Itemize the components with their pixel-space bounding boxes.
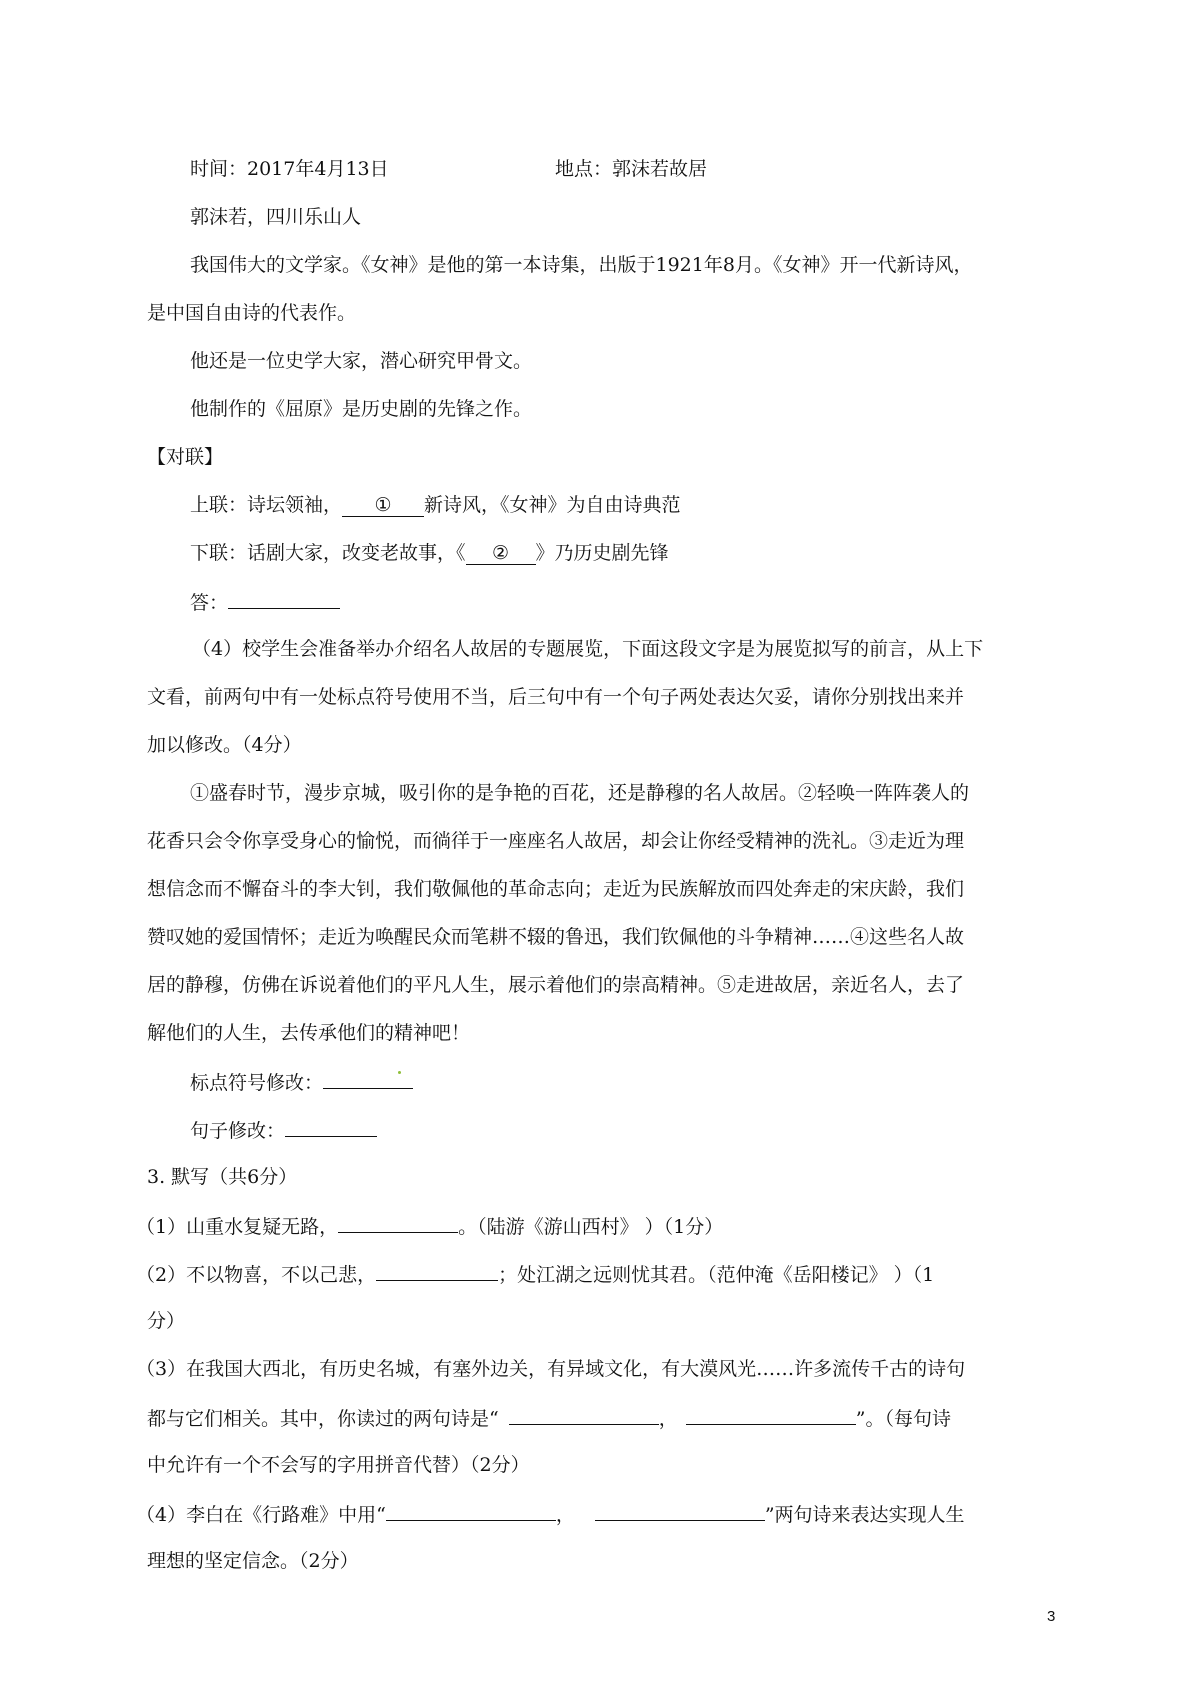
stray-dot: [398, 1071, 401, 1074]
item-4-blank-2[interactable]: [595, 1500, 765, 1521]
punct-label: 标点符号修改：: [190, 1072, 324, 1094]
sentence-blank[interactable]: [285, 1116, 377, 1137]
item-4-pre: （4）李白在《行路难》中用“: [136, 1504, 386, 1526]
item-2-post: ；处江湖之远则忧其君。（范仲淹《岳阳楼记》 ）（1: [498, 1264, 935, 1286]
answer-blank[interactable]: [228, 588, 340, 609]
q4-passage-2: 花香只会令你享受身心的愉悦，而徜徉于一座座名人故居，却会让你经受精神的洗礼。③走近为理: [147, 830, 965, 852]
sentence-label: 句子修改：: [190, 1120, 286, 1142]
intro-line-2a: 我国伟大的文学家。《女神》是他的第一本诗集，出版于1921年8月。《女神》开一代新诗风，: [190, 254, 973, 276]
q4-passage-1: ①盛春时节，漫步京城，吸引你的是争艳的百花，还是静穆的名人故居。②轻唤一阵阵袭人的: [190, 782, 970, 804]
couplet-lower-pre: 下联：话剧大家，改变老故事，《: [190, 542, 466, 564]
couplet-heading: 【对联】: [147, 446, 224, 468]
item-3-blank-2[interactable]: [686, 1404, 856, 1425]
q4-passage-4: 赞叹她的爱国情怀；走近为唤醒民众而笔耕不辍的鲁迅，我们钦佩他的斗争精神……④这些名人故: [147, 926, 965, 948]
item-1-blank[interactable]: [338, 1212, 458, 1233]
q4-passage-3: 想信念而不懈奋斗的李大钊，我们敬佩他的革命志向；走近为民族解放而四处奔走的宋庆龄，我们: [147, 878, 965, 900]
q4-line-2: 文看，前两句中有一处标点符号使用不当，后三句中有一个句子两处表达欠妥，请你分别找出来并: [147, 686, 965, 708]
couplet-upper-post: 新诗风，《女神》为自由诗典范: [424, 494, 681, 516]
q4-passage-5: 居的静穆，仿佛在诉说着他们的平凡人生，展示着他们的崇高精神。⑤走进故居，亲近名人，去了: [147, 974, 965, 996]
place-label: 地点：郭沫若故居: [555, 158, 708, 180]
item-2-cont: 分）: [147, 1310, 186, 1332]
item-4-line-2: 理想的坚定信念。（2分）: [147, 1550, 359, 1572]
punct-fix: [190, 1068, 413, 1096]
item-2: [136, 1260, 934, 1288]
item-4-mid: ，: [555, 1504, 575, 1526]
item-4: [136, 1500, 965, 1528]
item-3-mid: ，: [658, 1408, 678, 1430]
section3-title: 3. 默写（共6分）: [147, 1166, 298, 1188]
item-3-line-2: [147, 1404, 951, 1432]
answer-label: 答：: [190, 592, 229, 614]
couplet-blank-2[interactable]: ②: [466, 542, 536, 565]
item-3-post: ”。（每句诗: [855, 1408, 951, 1430]
couplet-upper: [190, 492, 681, 518]
item-1-post: 。（陆游《游山西村》 ）（1分）: [458, 1216, 724, 1238]
intro-line-4: 他制作的《屈原》是历史剧的先锋之作。: [190, 398, 533, 420]
item-2-pre: （2）不以物喜，不以己悲，: [136, 1264, 377, 1286]
time-label: 时间：2017年4月13日: [190, 158, 389, 180]
couplet-answer: [190, 588, 340, 616]
item-1: [136, 1212, 723, 1240]
item-3-line-1: （3）在我国大西北，有历史名城，有塞外边关，有异域文化，有大漠风光……许多流传千古的诗句: [136, 1358, 966, 1380]
couplet-lower-post: 》乃历史剧先锋: [535, 542, 669, 564]
couplet-lower: [190, 540, 669, 566]
sentence-fix: [190, 1116, 377, 1144]
item-4-post: ”两句诗来表达实现人生: [764, 1504, 965, 1526]
intro-line-3: 他还是一位史学大家，潜心研究甲骨文。: [190, 350, 533, 372]
item-2-blank[interactable]: [376, 1260, 498, 1281]
couplet-blank-1[interactable]: ①: [342, 494, 424, 517]
item-3-pre: 都与它们相关。其中，你读过的两句诗是“: [147, 1408, 499, 1430]
item-3-line-3: 中允许有一个不会写的字用拼音代替）（2分）: [147, 1454, 530, 1476]
item-1-pre: （1）山重水复疑无路，: [136, 1216, 339, 1238]
intro-line-2b: 是中国自由诗的代表作。: [147, 302, 357, 324]
item-3-blank-1[interactable]: [509, 1404, 659, 1425]
q4-line-1: （4）校学生会准备举办介绍名人故居的专题展览，下面这段文字是为展览拟写的前言，从上下: [192, 638, 984, 660]
q4-line-3: 加以修改。（4分）: [147, 734, 302, 756]
page-number: 3: [1047, 1608, 1056, 1625]
q4-passage-6: 解他们的人生，去传承他们的精神吧！: [147, 1022, 471, 1044]
intro-line-1: 郭沫若，四川乐山人: [190, 206, 362, 228]
couplet-upper-pre: 上联：诗坛领袖，: [190, 494, 343, 516]
item-4-blank-1[interactable]: [386, 1500, 556, 1521]
